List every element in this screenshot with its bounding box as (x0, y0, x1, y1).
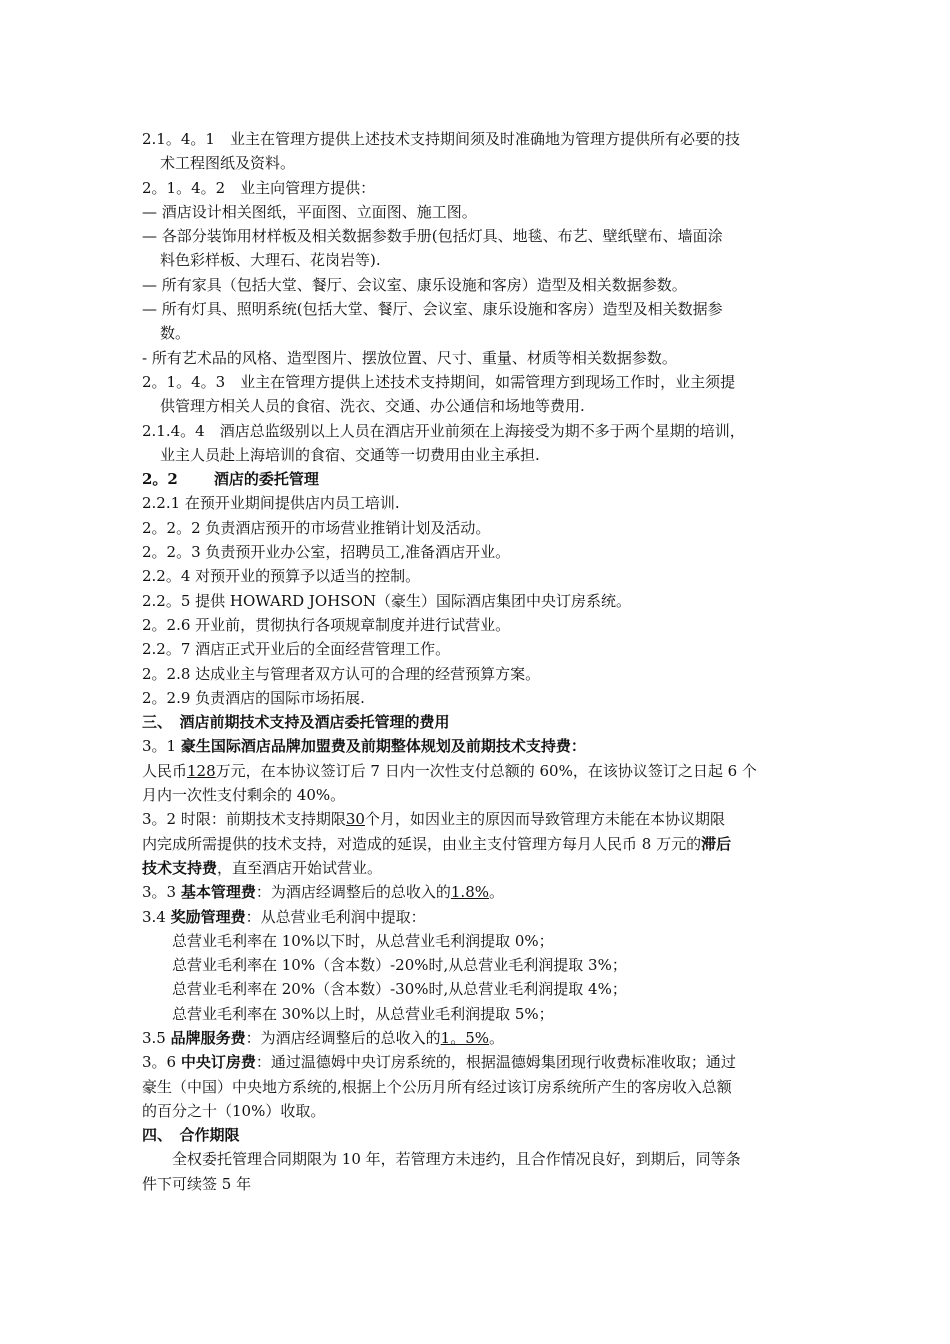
section-title: 酒店的委托管理 (213, 470, 319, 489)
paragraph-line: 数。 (160, 324, 191, 343)
text-span: ：为酒店经调整后的总收入的 (245, 1028, 441, 1047)
paragraph-line: 总营业毛利率在 20%（含本数）-30%时,从总营业毛利润提取 4%； (172, 980, 627, 999)
paragraph-line: 总营业毛利率在 10%（含本数）-20%时,从总营业毛利润提取 3%； (172, 956, 627, 975)
text-span: 人民币 (142, 761, 188, 780)
section-heading (142, 467, 810, 491)
paragraph-line: 业主人员赴上海培训的食宿、交通等一切费用由业主承担. (160, 445, 540, 464)
text-span: 。 (489, 883, 505, 902)
paragraph-line: 术工程图纸及资料。 (160, 154, 296, 173)
paragraph-line: 2.2。4 对预开业的预算予以适当的控制。 (142, 567, 421, 586)
rate-value: 1。5% (440, 1028, 489, 1047)
section-number: 2。2 (142, 470, 178, 489)
item-title: 品牌服务费 (170, 1028, 246, 1047)
text-span: 。 (489, 1028, 505, 1047)
bold-term: 滞后 (701, 834, 732, 853)
text-span: ，直至酒店开始试营业。 (217, 858, 383, 877)
paragraph-line: 2.2。7 酒店正式开业后的全面经营管理工作。 (142, 640, 451, 659)
paragraph-line: 2。2.6 开业前，贯彻执行各项规章制度并进行试营业。 (142, 615, 511, 634)
paragraph-line: 2.1。4。1 业主在管理方提供上述技术支持期间须及时准确地为管理方提供所有必要的技 (142, 130, 740, 148)
paragraph-line: 2。1。4。3 业主在管理方提供上述技术支持期间，如需管理方到现场工作时，业主须提 (142, 372, 736, 391)
paragraph-line: 2。2.8 达成业主与管理者双方认可的合理的经营预算方案。 (142, 664, 541, 683)
paragraph-line: 月内一次性支付剩余的 40%。 (142, 786, 346, 805)
paragraph-line: 总营业毛利率在 10%以下时，从总营业毛利润提取 0%； (172, 931, 554, 950)
paragraph-line (142, 880, 810, 904)
item-number: 3。6 (142, 1053, 181, 1072)
paragraph-line (142, 905, 810, 929)
item-title: 豪生国际酒店品牌加盟费及前期整体规划及前期技术支持费： (180, 737, 586, 756)
paragraph-line (142, 759, 810, 783)
amount-value: 128 (187, 761, 216, 780)
paragraph-line (142, 832, 810, 856)
paragraph-line: 全权委托管理合同期限为 10 年，若管理方未违约，且合作情况良好，到期后，同等条 (172, 1150, 741, 1169)
document-body (142, 127, 810, 1196)
text-span: 内完成所需提供的技术支持，对造成的延误，由业主支付管理方每月人民币 8 万元的 (142, 834, 702, 853)
section-heading: 三、 酒店前期技术支持及酒店委托管理的费用 (142, 713, 450, 732)
paragraph-line: 料色彩样板、大理石、花岗岩等). (160, 251, 381, 270)
paragraph-line: 2.2。5 提供 HOWARD JOHSON（豪生）国际酒店集团中央订房系统。 (142, 591, 631, 610)
section-heading: 四、 合作期限 (142, 1126, 240, 1145)
rate-value: 1.8% (450, 883, 489, 902)
paragraph-line: 2。2.9 负责酒店的国际市场拓展. (142, 688, 365, 707)
paragraph-line: 2。2。2 负责酒店预开的市场营业推销计划及活动。 (142, 518, 491, 537)
text-span: 3。2 时限：前期技术支持期限 (142, 810, 346, 829)
paragraph-line (142, 807, 810, 831)
paragraph-line: 2。1。4。2 业主向管理方提供： (142, 178, 376, 197)
paragraph-line (142, 734, 810, 758)
list-item: — 所有灯具、照明系统(包括大堂、餐厅、会议室、康乐设施和客房）造型及相关数据参 (142, 300, 723, 319)
paragraph-line (142, 1050, 810, 1074)
paragraph-line: 2.1.4。4 酒店总监级别以上人员在酒店开业前须在上海接受为期不多于两个星期的培训， (142, 421, 745, 440)
text-span: 万元，在本协议签订后 7 日内一次性支付总额的 60%，在该协议签订之日起 6 个 (215, 761, 757, 780)
text-span: 个月，如因业主的原因而导致管理方未能在本协议期限 (364, 810, 725, 829)
paragraph-line: 2。2。3 负责预开业办公室，招聘员工,准备酒店开业。 (142, 543, 511, 562)
item-number: 3。3 (142, 883, 181, 902)
paragraph-line (142, 1026, 810, 1050)
list-item: - 所有艺术品的风格、造型图片、摆放位置、尺寸、重量、材质等相关数据参数。 (142, 348, 677, 367)
paragraph-line (142, 856, 810, 880)
paragraph-line: 的百分之十（10%）收取。 (142, 1101, 326, 1120)
item-number: 3.5 (142, 1028, 171, 1047)
list-item: — 各部分装饰用材样板及相关数据参数手册(包括灯具、地毯、布艺、壁纸壁布、墙面涂 (142, 227, 723, 246)
item-number: 3.4 (142, 907, 171, 926)
bold-term: 技术支持费 (142, 858, 218, 877)
item-title: 中央订房费 (180, 1053, 256, 1072)
text-span: ：通过温德姆中央订房系统的，根据温德姆集团现行收费标准收取；通过 (255, 1053, 736, 1072)
text-span: ：从总营业毛利润中提取： (245, 907, 426, 926)
item-number: 3。1 (142, 737, 181, 756)
duration-value: 30 (345, 810, 365, 829)
paragraph-line: 2.2.1 在预开业期间提供店内员工培训. (142, 494, 400, 513)
text-span: ：为酒店经调整后的总收入的 (255, 883, 451, 902)
list-item: — 所有家具（包括大堂、餐厅、会议室、康乐设施和客房）造型及相关数据参数。 (142, 275, 687, 294)
item-title: 基本管理费 (180, 883, 256, 902)
paragraph-line: 供管理方相关人员的食宿、洗衣、交通、办公通信和场地等费用. (160, 397, 585, 416)
list-item: — 酒店设计相关图纸，平面图、立面图、施工图。 (142, 202, 477, 221)
paragraph-line: 豪生（中国）中央地方系统的,根据上个公历月所有经过该订房系统所产生的客房收入总额 (142, 1077, 732, 1096)
item-title: 奖励管理费 (170, 907, 246, 926)
paragraph-line: 总营业毛利率在 30%以上时，从总营业毛利润提取 5%； (172, 1004, 554, 1023)
paragraph-line: 件下可续签 5 年 (142, 1174, 252, 1193)
